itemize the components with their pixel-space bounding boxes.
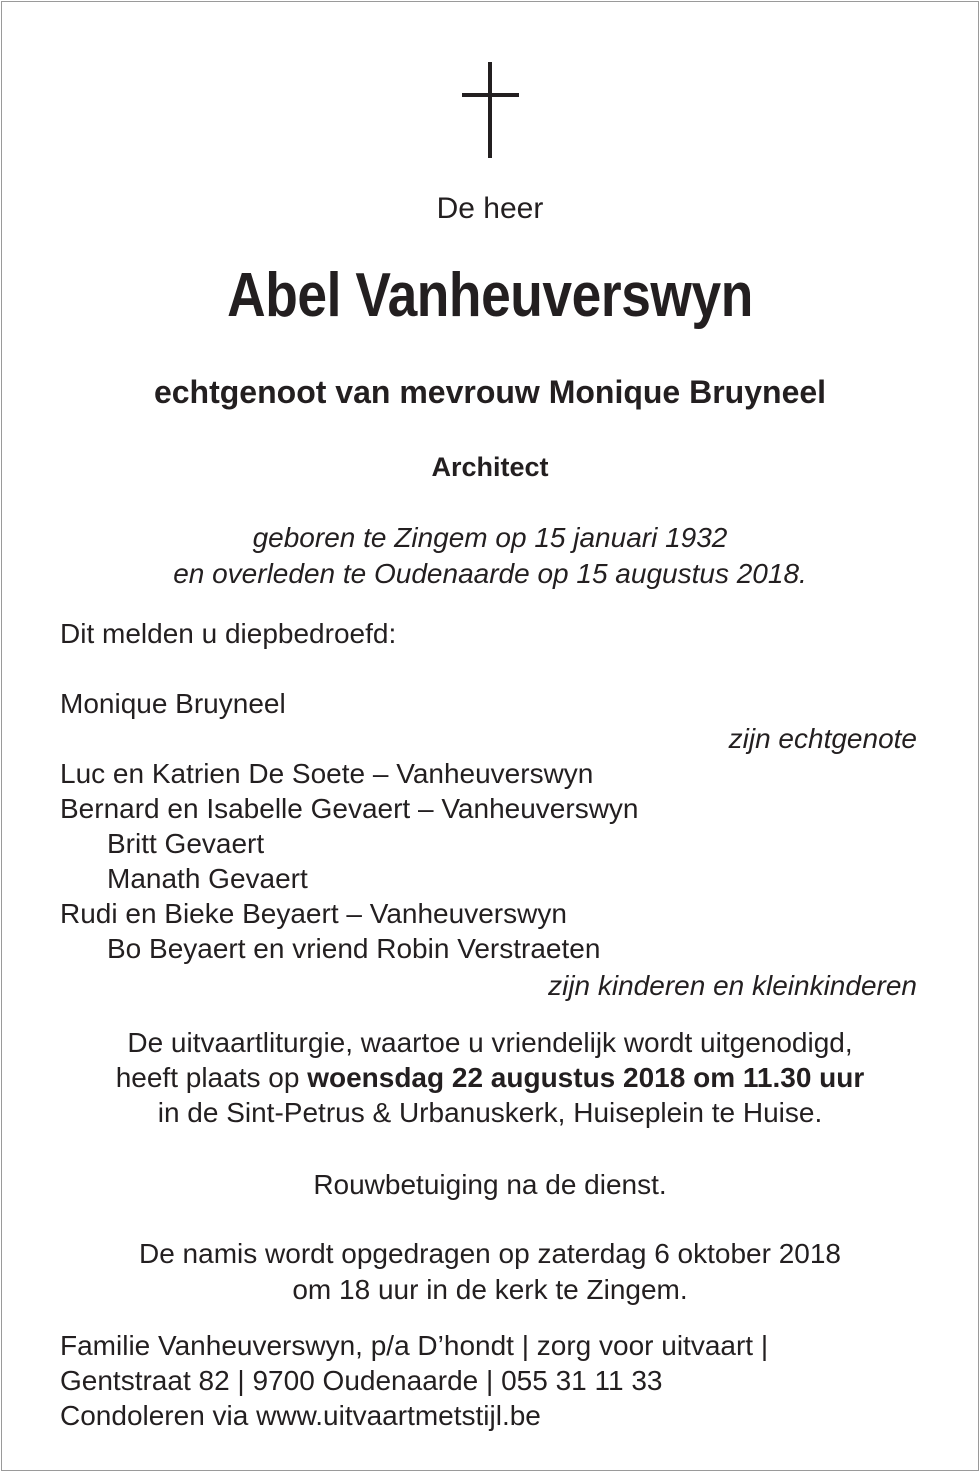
footer-line-1: Familie Vanheuverswyn, p/a D’hondt | zorg voor uitvaart |	[60, 1330, 769, 1361]
condolence-note: Rouwbetuiging na de dienst.	[313, 1169, 667, 1200]
service-line-3: in de Sint-Petrus & Urbanuskerk, Huiseplein te Huise.	[157, 1097, 823, 1128]
mass-line-2: om 18 uur in de kerk te Zingem.	[292, 1274, 688, 1305]
service-prefix: heeft plaats op	[115, 1062, 308, 1093]
footer-line-2: Gentstraat 82 | 9700 Oudenaarde | 055 31 11 33	[60, 1365, 663, 1396]
family-member: Luc en Katrien De Soete – Vanheuverswyn	[60, 758, 594, 789]
family-member: Manath Gevaert	[107, 863, 308, 894]
mourners-intro: Dit melden u diepbedroefd:	[60, 618, 397, 649]
name-wrap	[0, 260, 980, 331]
service-line-1: De uitvaartliturgie, waartoe u vriendelijk wordt uitgenodigd,	[127, 1027, 853, 1058]
family-member: Rudi en Bieke Beyaert – Vanheuverswyn	[60, 898, 567, 929]
service-line-2	[0, 1062, 980, 1094]
footer-prefix: Condoleren via	[60, 1400, 257, 1431]
spouse-name: Monique Bruyneel	[60, 688, 286, 719]
family-role: zijn kinderen en kleinkinderen	[548, 970, 917, 1001]
service-datetime: woensdag 22 augustus 2018 om 11.30 uur	[307, 1062, 865, 1093]
death-line: en overleden te Oudenaarde op 15 augustus 2018.	[173, 558, 807, 589]
family-member: Bernard en Isabelle Gevaert – Vanheuverswyn	[60, 793, 639, 824]
footer-line-3	[60, 1400, 541, 1432]
deceased-name: Abel Vanheuverswyn	[227, 261, 753, 330]
family-member: Britt Gevaert	[107, 828, 265, 859]
spouse-role: zijn echtgenote	[728, 723, 917, 754]
mass-line-1: De namis wordt opgedragen op zaterdag 6 oktober 2018	[138, 1238, 842, 1269]
salutation: De heer	[436, 192, 544, 225]
family-member: Bo Beyaert en vriend Robin Verstraeten	[107, 933, 601, 964]
birth-line: geboren te Zingem op 15 januari 1932	[252, 522, 728, 553]
website-link[interactable]: www.uitvaartmetstijl.be	[256, 1400, 541, 1431]
profession: Architect	[431, 452, 549, 482]
spouse-line: echtgenoot van mevrouw Monique Bruyneel	[153, 374, 827, 410]
